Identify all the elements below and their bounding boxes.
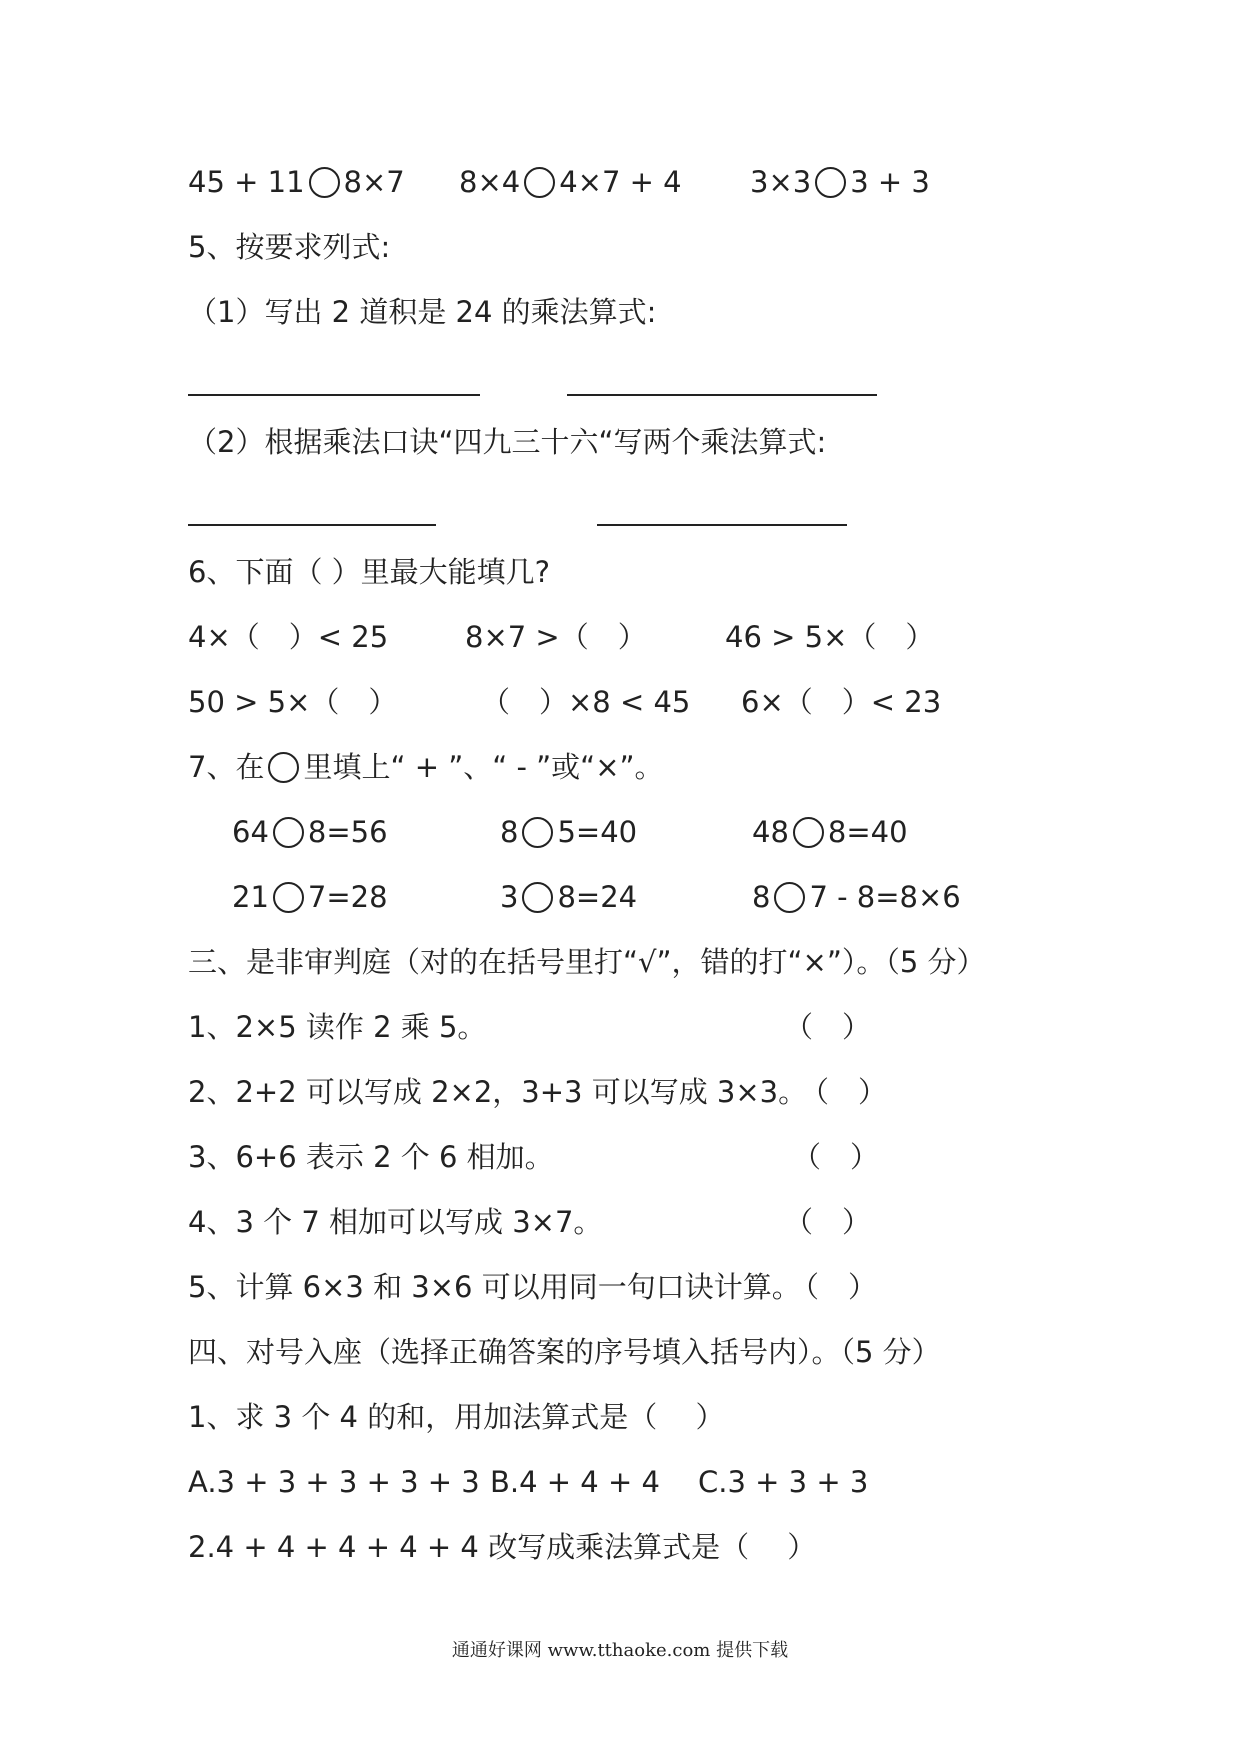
option-a: A.3 + 3 + 3 + 3 + 3 bbox=[188, 1465, 480, 1499]
answer-line[interactable] bbox=[597, 524, 847, 526]
q6-item: 8×7 >（ ） bbox=[465, 620, 647, 654]
q7-item: 64 8=56 bbox=[232, 815, 388, 849]
q7-item: 8 7 - 8=8×6 bbox=[752, 880, 961, 914]
answer-circle[interactable] bbox=[774, 882, 805, 913]
mc-question-2: 2.4 + 4 + 4 + 4 + 4 改写成乘法算式是（ ） bbox=[188, 1530, 817, 1564]
compare-item-2: 8×4 4×7 + 4 bbox=[459, 165, 682, 199]
answer-circle[interactable] bbox=[793, 817, 824, 848]
q5-sub2: （2）根据乘法口诀“四九三十六“写两个乘法算式: bbox=[188, 425, 827, 459]
q6-item: 50 > 5×（ ） bbox=[188, 685, 398, 719]
option-c: C.3 + 3 + 3 bbox=[698, 1465, 869, 1499]
tf-item-1: 1、2×5 读作 2 乘 5。 bbox=[188, 1010, 487, 1044]
answer-circle[interactable] bbox=[273, 882, 304, 913]
tf-item-2: 2、2+2 可以写成 2×2，3+3 可以写成 3×3。 bbox=[188, 1075, 808, 1109]
answer-line[interactable] bbox=[567, 394, 877, 396]
q5-title: 5、按要求列式: bbox=[188, 230, 391, 264]
compare-item-1: 45 + 11 8×7 bbox=[188, 165, 405, 199]
footer-credit: 通通好课网 www.tthaoke.com 提供下载 bbox=[451, 1640, 789, 1661]
tf-answer-paren[interactable]: （ ） bbox=[784, 1010, 872, 1044]
tf-answer-paren[interactable]: （ ） bbox=[790, 1270, 878, 1304]
q7-item: 21 7=28 bbox=[232, 880, 388, 914]
tf-answer-paren[interactable]: （ ） bbox=[784, 1205, 872, 1239]
section-4-title: 四、对号入座（选择正确答案的序号填入括号内）。（5 分） bbox=[188, 1335, 941, 1369]
tf-item-5: 5、计算 6×3 和 3×6 可以用同一句口诀计算。 bbox=[188, 1270, 801, 1304]
tf-answer-paren[interactable]: （ ） bbox=[792, 1140, 880, 1174]
section-3-title: 三、是非审判庭（对的在括号里打“√”，错的打“×”）。（5 分） bbox=[188, 945, 986, 979]
q7-item: 48 8=40 bbox=[752, 815, 908, 849]
q6-item: 6×（ ）< 23 bbox=[741, 685, 942, 719]
option-b: B.4 + 4 + 4 bbox=[490, 1465, 660, 1499]
answer-circle[interactable] bbox=[522, 817, 553, 848]
q6-item: 46 > 5×（ ） bbox=[725, 620, 935, 654]
answer-circle[interactable] bbox=[815, 167, 846, 198]
q6-item: （ ）×8 < 45 bbox=[481, 685, 691, 719]
q6-item: 4×（ ）< 25 bbox=[188, 620, 389, 654]
q7-item: 8 5=40 bbox=[500, 815, 638, 849]
q6-title: 6、下面（ ）里最大能填几? bbox=[188, 555, 551, 589]
answer-line[interactable] bbox=[188, 394, 480, 396]
tf-answer-paren[interactable]: （ ） bbox=[800, 1075, 888, 1109]
answer-circle[interactable] bbox=[524, 167, 555, 198]
q5-sub1: （1）写出 2 道积是 24 的乘法算式: bbox=[188, 295, 657, 329]
tf-item-3: 3、6+6 表示 2 个 6 相加。 bbox=[188, 1140, 554, 1174]
q7-item: 3 8=24 bbox=[500, 880, 638, 914]
compare-item-3: 3×3 3 + 3 bbox=[750, 165, 930, 199]
answer-circle[interactable] bbox=[522, 882, 553, 913]
mc-question-1: 1、求 3 个 4 的和，用加法算式是（ ） bbox=[188, 1400, 725, 1434]
answer-circle[interactable] bbox=[273, 817, 304, 848]
answer-line[interactable] bbox=[188, 524, 436, 526]
circle-icon bbox=[268, 752, 299, 783]
tf-item-4: 4、3 个 7 相加可以写成 3×7。 bbox=[188, 1205, 603, 1239]
answer-circle[interactable] bbox=[309, 167, 340, 198]
